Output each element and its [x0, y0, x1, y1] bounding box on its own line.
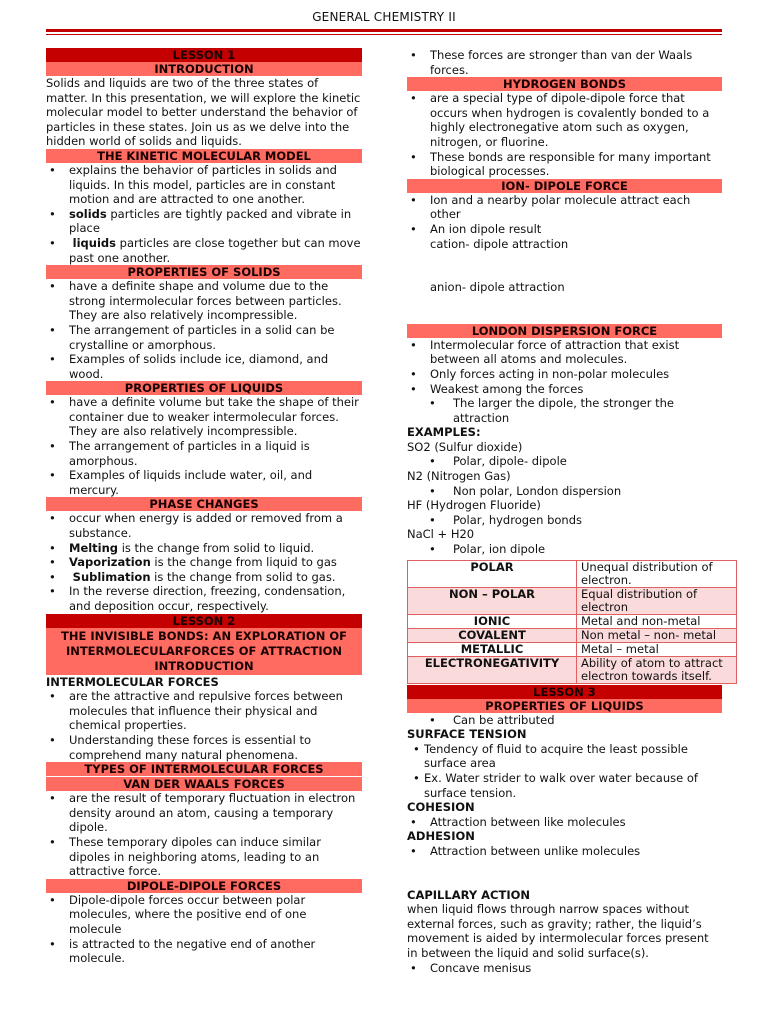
ion-dipole-list	[407, 193, 722, 251]
example-compound: SO2 (Sulfur dioxide)	[407, 439, 523, 454]
van-der-waals-heading: VAN DER WAALS FORCES	[46, 777, 362, 791]
introduction-heading: INTRODUCTION	[46, 62, 362, 76]
list-item: • Polar, ion dipole	[407, 542, 722, 557]
cohesion-list	[407, 815, 722, 830]
definition: particles are close together but can move past one another.	[69, 235, 361, 265]
properties-of-liquids-l3-heading: PROPERTIES OF LIQUIDS	[407, 699, 722, 713]
table-row	[408, 614, 737, 628]
bond-type-cell: ELECTRONEGATIVITY	[408, 656, 577, 683]
capillary-action-heading: CAPILLARY ACTION	[407, 887, 531, 902]
term: solids	[69, 206, 107, 221]
kinetic-model-heading: THE KINETIC MOLECULAR MODEL	[46, 149, 362, 163]
list-item: • have a definite shape and volume due to the strong intermolecular forces between particles. They are also relatively incompressible.	[46, 279, 362, 323]
table-row	[408, 656, 737, 683]
dipole-dipole-continued-list	[407, 48, 722, 77]
example-compound: NaCl + H20	[407, 527, 475, 542]
term: Sublimation	[72, 569, 151, 584]
table-row	[408, 587, 737, 614]
list-item: • Intermolecular force of attraction that exist between all atoms and molecules.	[407, 338, 722, 367]
adhesion-list	[407, 844, 722, 859]
table-row	[408, 628, 737, 642]
introduction-text: Solids and liquids are two of the three states of matter. In this presentation, we will explore the kinetic molecular model to better understand the behavior of particles in these states. Join us as we delve into the hidden world of solids and liquids.	[46, 76, 361, 149]
list-item: • are the result of temporary fluctuation in electron density around an atom, causing a temporary dipole.	[46, 791, 362, 835]
adhesion-heading: ADHESION	[407, 829, 475, 844]
list-item: • Attraction between unlike molecules	[407, 844, 722, 859]
list-item: • Tendency of fluid to acquire the least possible surface area	[407, 742, 722, 771]
list-item: • are the attractive and repulsive forces between molecules that influence their physical and chemical properties.	[46, 689, 362, 733]
list-item	[46, 236, 362, 265]
surface-tension-heading: SURFACE TENSION	[407, 727, 527, 742]
list-item	[407, 222, 722, 251]
list-item: • These forces are stronger than van der Waals forces.	[407, 48, 722, 77]
properties-of-solids-heading: PROPERTIES OF SOLIDS	[46, 265, 362, 279]
london-dispersion-heading: LONDON DISPERSION FORCE	[407, 324, 722, 338]
list-item: • Ion and a nearby polar molecule attract each other	[407, 193, 722, 222]
dipole-dipole-list	[46, 893, 362, 966]
london-dispersion-list	[407, 338, 722, 426]
list-item: • Examples of solids include ice, diamond, and wood.	[46, 352, 362, 381]
list-item: • Concave menisus	[407, 961, 722, 976]
capillary-action-text: when liquid flows through narrow spaces without external forces, such as gravity; rather, the liquid’s movement is aided by intermolecular forces present in between the liquid and solid surface(s).	[407, 902, 709, 960]
table-row	[408, 560, 737, 587]
example-compound: N2 (Nitrogen Gas)	[407, 469, 511, 484]
bond-description-cell: Metal – metal	[577, 642, 737, 656]
list-item: • The arrangement of particles in a solid can be crystalline or amorphous.	[46, 323, 362, 352]
cohesion-heading: COHESION	[407, 800, 475, 815]
definition: is the change from solid to liquid.	[118, 540, 315, 555]
bond-type-cell: COVALENT	[408, 628, 577, 642]
lesson-3-list	[407, 713, 722, 728]
right-column	[407, 48, 722, 975]
list-item: • Understanding these forces is essential to comprehend many natural phenomena.	[46, 733, 362, 762]
surface-tension-list	[407, 742, 722, 800]
list-item: • Non polar, London dispersion	[407, 484, 722, 499]
van-der-waals-list	[46, 791, 362, 879]
list-item: • Ex. Water strider to walk over water because of surface tension.	[407, 771, 722, 800]
lesson-3-banner: LESSON 3	[407, 685, 722, 699]
term: Melting	[69, 540, 119, 555]
intermolecular-forces-heading: INTERMOLECULAR FORCES	[46, 674, 219, 689]
bond-description-cell: Equal distribution of electron	[577, 587, 737, 614]
definition: particles are tightly packed and vibrate in place	[69, 206, 352, 236]
hydrogen-bonds-list	[407, 91, 722, 179]
table-row	[408, 642, 737, 656]
left-column	[46, 48, 362, 966]
list-item: • Dipole-dipole forces occur between polar molecules, where the positive end of one molecule	[46, 893, 362, 937]
phase-changes-heading: PHASE CHANGES	[46, 497, 362, 511]
example-sublist	[407, 484, 722, 499]
document-header: GENERAL CHEMISTRY II	[312, 10, 456, 24]
example-sublist	[407, 542, 722, 557]
list-item	[46, 555, 362, 570]
kinetic-model-list	[46, 163, 362, 265]
list-item: • Only forces acting in non-polar molecules	[407, 367, 722, 382]
list-item: • The larger the dipole, the stronger the attraction	[407, 396, 722, 425]
liquids-list	[46, 395, 362, 497]
list-item: • Weakest among the forces	[407, 382, 722, 397]
header-rule-thick	[46, 29, 722, 32]
list-text: cation- dipole attraction	[430, 236, 569, 251]
list-item: • is attracted to the negative end of another molecule.	[46, 937, 362, 966]
definition: is the change from solid to gas.	[150, 569, 336, 584]
example-sublist	[407, 454, 722, 469]
list-item: • explains the behavior of particles in solids and liquids. In this model, particles are in constant motion and are attracted to one another.	[46, 163, 362, 207]
intermolecular-forces-list	[46, 689, 362, 762]
bond-type-cell: METALLIC	[408, 642, 577, 656]
example-sublist	[407, 513, 722, 528]
list-text: An ion dipole result	[430, 221, 542, 236]
list-item: • These bonds are responsible for many important biological processes.	[407, 150, 722, 179]
examples-heading: EXAMPLES:	[407, 425, 481, 440]
list-item: • Polar, dipole- dipole	[407, 454, 722, 469]
dipole-dipole-heading: DIPOLE-DIPOLE FORCES	[46, 879, 362, 893]
bond-type-cell: IONIC	[408, 614, 577, 628]
list-item	[46, 570, 362, 585]
list-item: • Examples of liquids include water, oil, and mercury.	[46, 468, 362, 497]
lesson-1-banner: LESSON 1	[46, 48, 362, 62]
hydrogen-bonds-heading: HYDROGEN BONDS	[407, 77, 722, 91]
list-item: • have a definite volume but take the shape of their container due to weaker intermolecular forces. They are also relatively incompressible.	[46, 395, 362, 439]
list-item: • In the reverse direction, freezing, condensation, and deposition occur, respectively.	[46, 584, 362, 613]
bond-types-table	[407, 560, 737, 684]
lesson-2-title: THE INVISIBLE BONDS: AN EXPLORATION OF INTERMOLECULARFORCES OF ATTRACTION INTRODUCTION	[46, 628, 362, 675]
bond-type-cell: NON – POLAR	[408, 587, 577, 614]
list-item	[46, 541, 362, 556]
ion-dipole-heading: ION- DIPOLE FORCE	[407, 179, 722, 193]
phase-changes-list	[46, 511, 362, 613]
list-item: • These temporary dipoles can induce similar dipoles in neighboring atoms, leading to an attractive force.	[46, 835, 362, 879]
term: Vaporization	[69, 555, 151, 570]
term: liquids	[72, 235, 116, 250]
types-of-forces-heading: TYPES OF INTERMOLECULAR FORCES	[46, 762, 362, 776]
list-item: • are a special type of dipole-dipole force that occurs when hydrogen is covalently bonded to a highly electronegative atom such as oxygen, nitrogen, or fluorine.	[407, 91, 722, 149]
bond-description-cell: Ability of atom to attract electron towards itself.	[577, 656, 737, 683]
capillary-list	[407, 961, 722, 976]
properties-of-liquids-heading: PROPERTIES OF LIQUIDS	[46, 381, 362, 395]
bond-type-cell: POLAR	[408, 560, 577, 587]
lesson-2-banner: LESSON 2	[46, 614, 362, 628]
header-rule-thin	[46, 34, 722, 35]
definition: is the change from liquid to gas	[150, 555, 337, 570]
list-item: • occur when energy is added or removed from a substance.	[46, 511, 362, 540]
bond-description-cell: Unequal distribution of electron.	[577, 560, 737, 587]
bond-description-cell: Non metal – non- metal	[577, 628, 737, 642]
list-item: • Attraction between like molecules	[407, 815, 722, 830]
list-item: • The arrangement of particles in a liquid is amorphous.	[46, 439, 362, 468]
list-item	[46, 207, 362, 236]
anion-dipole-text: anion- dipole attraction	[430, 280, 565, 295]
list-item: • Can be attributed	[407, 713, 722, 728]
list-item: • Polar, hydrogen bonds	[407, 513, 722, 528]
example-compound: HF (Hydrogen Fluoride)	[407, 498, 541, 513]
solids-list	[46, 279, 362, 381]
bond-description-cell: Metal and non-metal	[577, 614, 737, 628]
